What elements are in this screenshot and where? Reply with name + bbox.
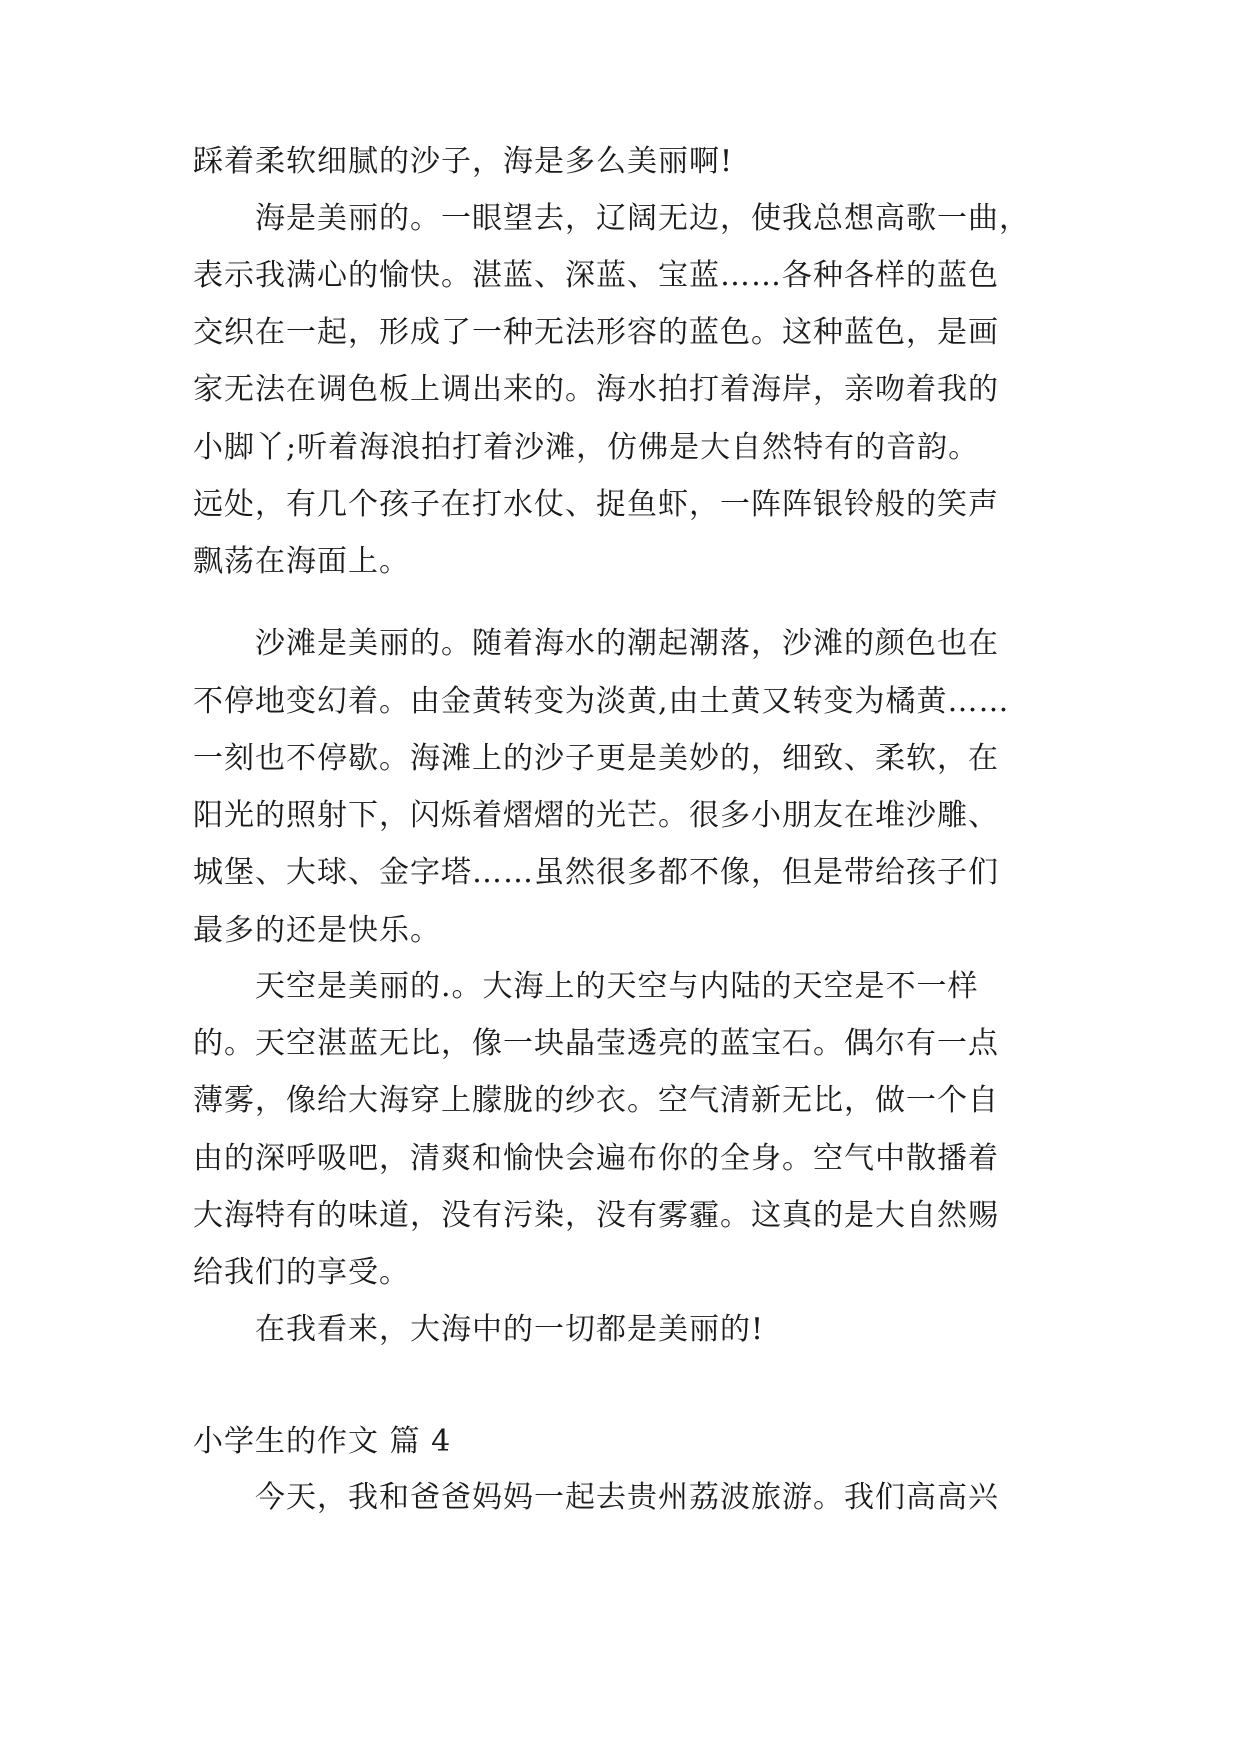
paragraph-line: 最多的还是快乐。 <box>193 913 441 948</box>
paragraph-line: 由的深呼吸吧，清爽和愉快会遍布你的全身。空气中散播着 <box>193 1141 999 1176</box>
paragraph-line: 不停地变幻着。由金黄转变为淡黄,由土黄又转变为橘黄…… <box>193 684 1010 719</box>
paragraph-line: 家无法在调色板上调出来的。海水拍打着海岸，亲吻着我的 <box>193 372 999 407</box>
paragraph-line: 远处，有几个孩子在打水仗、捉鱼虾，一阵阵银铃般的笑声 <box>193 487 999 522</box>
paragraph-line: 天空是美丽的.。大海上的天空与内陆的天空是不一样 <box>255 969 979 1004</box>
paragraph-line: 城堡、大球、金字塔……虽然很多都不像，但是带给孩子们 <box>193 855 999 890</box>
paragraph-line: 今天，我和爸爸妈妈一起去贵州荔波旅游。我们高高兴 <box>255 1480 999 1515</box>
paragraph-line: 海是美丽的。一眼望去，辽阔无边，使我总想高歌一曲， <box>255 201 1030 236</box>
paragraph-line: 交织在一起，形成了一种无法形容的蓝色。这种蓝色，是画 <box>193 315 999 350</box>
section-heading: 小学生的作文 篇 4 <box>193 1424 452 1459</box>
paragraph-line: 踩着柔软细腻的沙子，海是多么美丽啊! <box>193 144 734 179</box>
paragraph-line: 薄雾，像给大海穿上朦胧的纱衣。空气清新无比，做一个自 <box>193 1083 999 1118</box>
paragraph-line: 的。天空湛蓝无比，像一块晶莹透亮的蓝宝石。偶尔有一点 <box>193 1026 999 1061</box>
paragraph-line: 小脚丫;听着海浪拍打着沙滩，仿佛是大自然特有的音韵。 <box>193 430 980 465</box>
paragraph-line: 大海特有的味道，没有污染，没有雾霾。这真的是大自然赐 <box>193 1198 999 1233</box>
paragraph-line: 表示我满心的愉快。湛蓝、深蓝、宝蓝……各种各样的蓝色 <box>193 258 999 293</box>
paragraph-line: 一刻也不停歇。海滩上的沙子更是美妙的，细致、柔软，在 <box>193 741 999 776</box>
paragraph-line: 给我们的享受。 <box>193 1255 410 1290</box>
paragraph-line: 阳光的照射下，闪烁着熠熠的光芒。很多小朋友在堆沙雕、 <box>193 798 999 833</box>
paragraph-line: 沙滩是美丽的。随着海水的潮起潮落，沙滩的颜色也在 <box>255 626 999 661</box>
paragraph-line: 飘荡在海面上。 <box>193 544 410 579</box>
paragraph-line: 在我看来，大海中的一切都是美丽的! <box>255 1312 765 1347</box>
